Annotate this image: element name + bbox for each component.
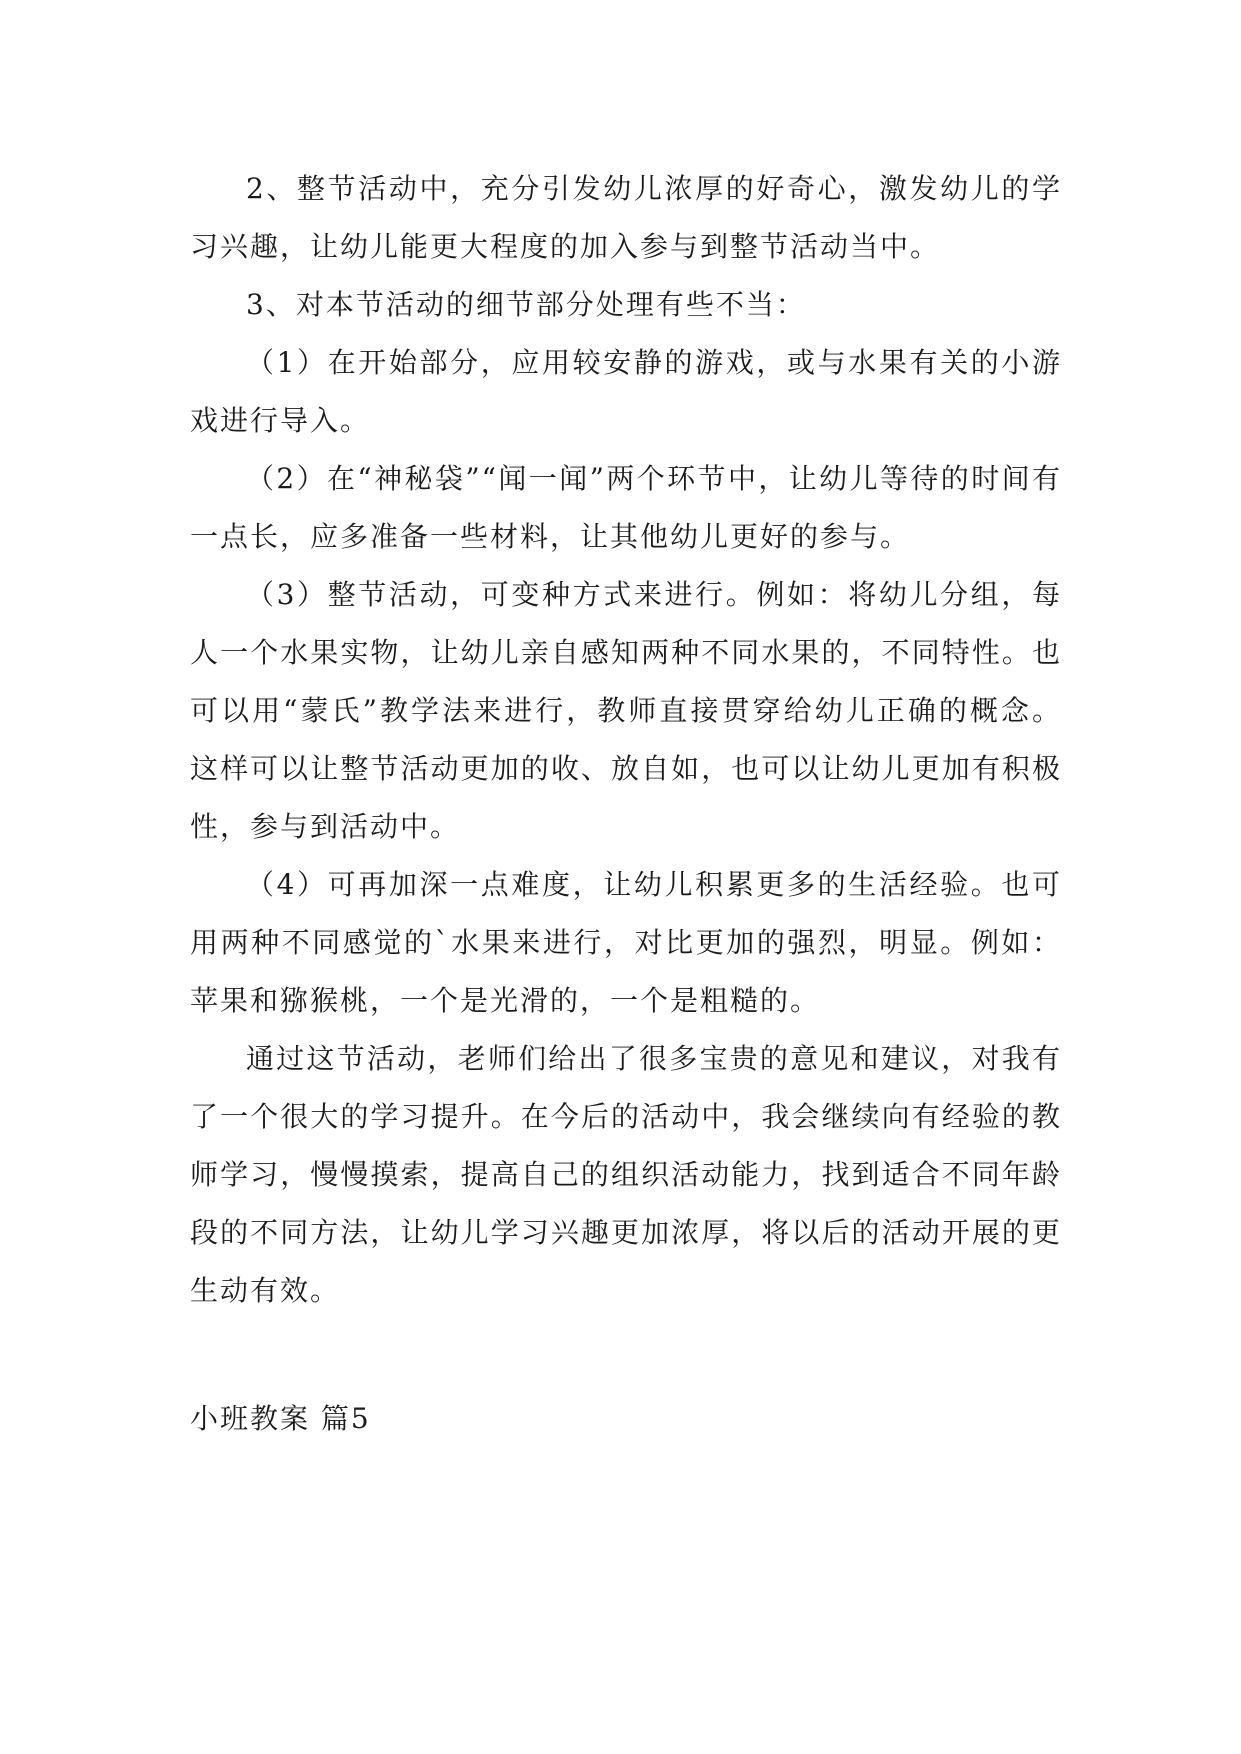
document-body [190, 160, 1062, 1448]
paragraph-2: 3、对本节活动的细节部分处理有些不当： [246, 288, 806, 321]
paragraph-5: （3）整节活动，可变种方式来进行。例如：将幼儿分组，每人一个水果实物，让幼儿亲自感知两种不同水果的，不同特性。也可以用“蒙氏”教学法来进行，教师直接贯穿给幼儿正确的概念。这样可以让整节活动更加的收、放自如，也可以让幼儿更加有积极性，参与到活动中。 [190, 578, 1062, 843]
paragraph-1: 2、整节活动中，充分引发幼儿浓厚的好奇心，激发幼儿的学习兴趣，让幼儿能更大程度的加入参与到整节活动当中。 [190, 172, 1062, 263]
section-heading: 小班教案 篇5 [190, 1402, 371, 1435]
paragraph-3: （1）在开始部分，应用较安静的游戏，或与水果有关的小游戏进行导入。 [190, 346, 1062, 437]
paragraph-7: 通过这节活动，老师们给出了很多宝贵的意见和建议，对我有了一个很大的学习提升。在今后的活动中，我会继续向有经验的教师学习，慢慢摸索，提高自己的组织活动能力，找到适合不同年龄段的不同方法，让幼儿学习兴趣更加浓厚，将以后的活动开展的更生动有效。 [190, 1042, 1062, 1307]
paragraph-6: （4）可再加深一点难度，让幼儿积累更多的生活经验。也可用两种不同感觉的`水果来进行，对比更加的强烈，明显。例如：苹果和猕猴桃，一个是光滑的，一个是粗糙的。 [190, 868, 1062, 1017]
paragraph-4: （2）在“神秘袋”“闻一闻”两个环节中，让幼儿等待的时间有一点长，应多准备一些材料，让其他幼儿更好的参与。 [190, 462, 1062, 553]
